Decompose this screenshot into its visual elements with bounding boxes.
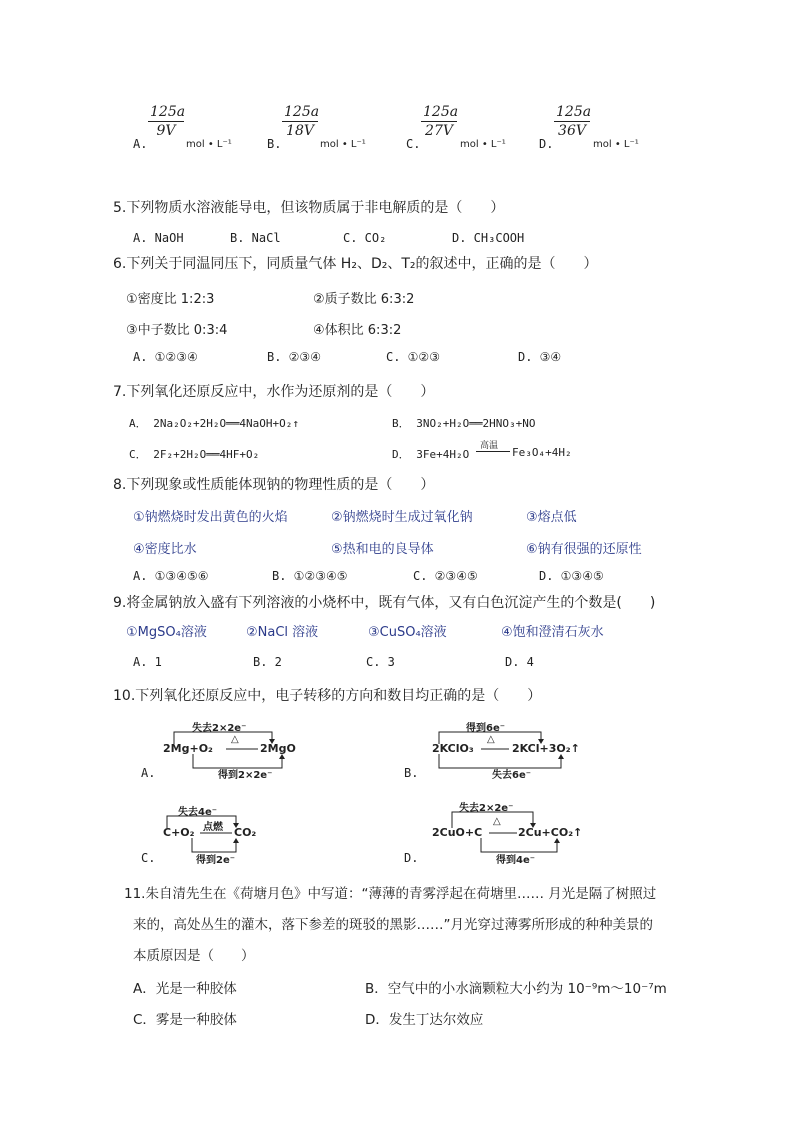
q5-option-a: A. NaOH	[133, 231, 184, 245]
q10-option-c-letter: C.	[141, 851, 156, 865]
q4-option-b-letter: B.	[267, 137, 282, 151]
q10-option-d-bottom-label: 得到4e⁻	[496, 855, 536, 866]
q8-statement-5: ⑤热和电的良导体	[331, 542, 434, 557]
q10-option-c-condition: 点燃	[203, 822, 223, 833]
q7-option-b: B． 3NO₂+H₂O══2HNO₃+NO	[392, 417, 536, 430]
q6-option-d: D. ③④	[518, 350, 562, 364]
q6-statement-3: ③中子数比 0:3:4	[126, 323, 228, 338]
q6-stem: 6.下列关于同温同压下，同质量气体 H₂、D₂、T₂的叙述中，正确的是（ ）	[113, 256, 598, 272]
q10-option-b-bottom-label: 失去6e⁻	[492, 770, 532, 781]
q6-statement-4: ④体积比 6:3:2	[313, 323, 402, 338]
q5-option-c: C. CO₂	[343, 231, 387, 245]
q8-option-d: D. ①③④⑤	[539, 569, 604, 583]
q9-statement-3: ③CuSO₄溶液	[368, 625, 447, 640]
q10-option-d-top-label: 失去2×2e⁻	[459, 803, 514, 814]
q9-statement-4: ④饱和澄清石灰水	[501, 625, 604, 640]
q9-option-a: A. 1	[133, 655, 162, 669]
q11-option-a: A．光是一种胶体	[133, 981, 237, 997]
q4-option-a-unit: mol • L⁻¹	[186, 139, 232, 150]
q10-option-a-reactants: 2Mg+O₂	[163, 742, 213, 755]
q6-option-a: A. ①②③④	[133, 350, 198, 364]
q6-statement-2: ②质子数比 6:3:2	[313, 292, 415, 307]
q9-statement-1: ①MgSO₄溶液	[126, 625, 207, 640]
q9-option-c: C. 3	[366, 655, 395, 669]
q10-option-b-products: 2KCl+3O₂↑	[512, 742, 580, 755]
q10-option-c-bottom-label: 得到2e⁻	[196, 855, 236, 866]
q8-stem: 8.下列现象或性质能体现钠的物理性质的是（ ）	[113, 477, 435, 493]
q4-option-d-fraction: 125a 36V	[556, 104, 592, 139]
q8-statement-1: ①钠燃烧时发出黄色的火焰	[133, 510, 288, 525]
q10-option-a-bottom-label: 得到2×2e⁻	[218, 770, 273, 781]
q10-option-a-top-label: 失去2×2e⁻	[192, 723, 247, 734]
q4-option-c-letter: C.	[406, 137, 421, 151]
q8-statement-2: ②钠燃烧时生成过氧化钠	[331, 510, 473, 525]
q8-option-a: A. ①③④⑤⑥	[133, 569, 209, 583]
q4-option-a-letter: A.	[133, 137, 148, 151]
q10-stem: 10.下列氧化还原反应中，电子转移的方向和数目均正确的是（ ）	[113, 688, 542, 704]
q11-option-b: B．空气中的小水滴颗粒大小约为 10⁻⁹m～10⁻⁷m	[365, 981, 667, 997]
q4-option-a-fraction: 125a 9V	[150, 104, 186, 139]
q10-option-d-products: 2Cu+CO₂↑	[518, 826, 583, 839]
q4-option-d-unit: mol • L⁻¹	[593, 139, 639, 150]
q11-option-c: C．雾是一种胶体	[133, 1012, 237, 1028]
q7-option-d-left: D． 3Fe+4H₂O	[392, 448, 470, 461]
q8-statement-4: ④密度比水	[133, 542, 197, 557]
q5-option-d: D. CH₃COOH	[452, 231, 525, 245]
q10-option-d-reactants: 2CuO+C	[432, 826, 483, 839]
q11-line-1: 11.朱自清先生在《荷塘月色》中写道：“薄薄的青雾浮起在荷塘里…… 月光是隔了树照过	[124, 886, 657, 902]
q4-option-b-unit: mol • L⁻¹	[320, 139, 366, 150]
q8-statement-6: ⑥钠有很强的还原性	[526, 542, 642, 557]
q10-option-c-products: CO₂	[234, 826, 257, 839]
q4-option-c-unit: mol • L⁻¹	[460, 139, 506, 150]
q7-condition-bar	[476, 451, 510, 452]
q4-option-b-fraction: 125a 18V	[284, 104, 320, 139]
q10-option-d-condition: △	[493, 816, 501, 827]
q10-option-a-products: 2MgO	[260, 742, 296, 755]
q8-option-b: B. ①②③④⑤	[272, 569, 348, 583]
q8-option-c: C. ②③④⑤	[413, 569, 478, 583]
q9-option-b: B. 2	[253, 655, 282, 669]
q9-statement-2: ②NaCl 溶液	[246, 625, 319, 640]
q8-statement-3: ③熔点低	[526, 510, 577, 525]
q7-option-a: A． 2Na₂O₂+2H₂O══4NaOH+O₂↑	[129, 417, 299, 430]
q6-statement-1: ①密度比 1:2:3	[126, 292, 215, 307]
q7-option-d-right: Fe₃O₄+4H₂	[512, 446, 572, 459]
q7-condition: 高温	[480, 441, 499, 451]
q11-option-d: D．发生丁达尔效应	[365, 1012, 484, 1028]
q10-option-a-condition: △	[231, 734, 239, 745]
q10-option-b-reactants: 2KClO₃	[432, 742, 474, 755]
q6-option-c: C. ①②③	[386, 350, 440, 364]
q10-option-b-letter: B.	[404, 766, 419, 780]
q5-stem: 5.下列物质水溶液能导电，但该物质属于非电解质的是（ ）	[113, 200, 505, 216]
q4-option-d-letter: D.	[539, 137, 554, 151]
q10-option-c-top-label: 失去4e⁻	[178, 807, 218, 818]
q9-stem: 9.将金属钠放入盛有下列溶液的小烧杯中，既有气体，又有白色沉淀产生的个数是( )	[113, 595, 656, 611]
q10-option-b-condition: △	[487, 734, 495, 745]
q11-line-3: 本质原因是（ ）	[133, 948, 255, 964]
q10-option-a-letter: A.	[141, 766, 156, 780]
q7-stem: 7.下列氧化还原反应中，水作为还原剂的是（ ）	[113, 384, 435, 400]
q7-option-c: C． 2F₂+2H₂O══4HF+O₂	[129, 448, 260, 461]
q10-option-c-reactants: C+O₂	[163, 826, 195, 839]
q6-option-b: B. ②③④	[267, 350, 321, 364]
q11-line-2: 来的，高处丛生的灌木，落下参差的斑驳的黑影……”月光穿过薄雾所形成的种种美景的	[133, 917, 653, 933]
q10-option-d-letter: D.	[404, 851, 419, 865]
q9-option-d: D. 4	[505, 655, 534, 669]
q5-option-b: B. NaCl	[230, 231, 281, 245]
q10-option-b-top-label: 得到6e⁻	[466, 723, 506, 734]
q4-option-c-fraction: 125a 27V	[423, 104, 459, 139]
